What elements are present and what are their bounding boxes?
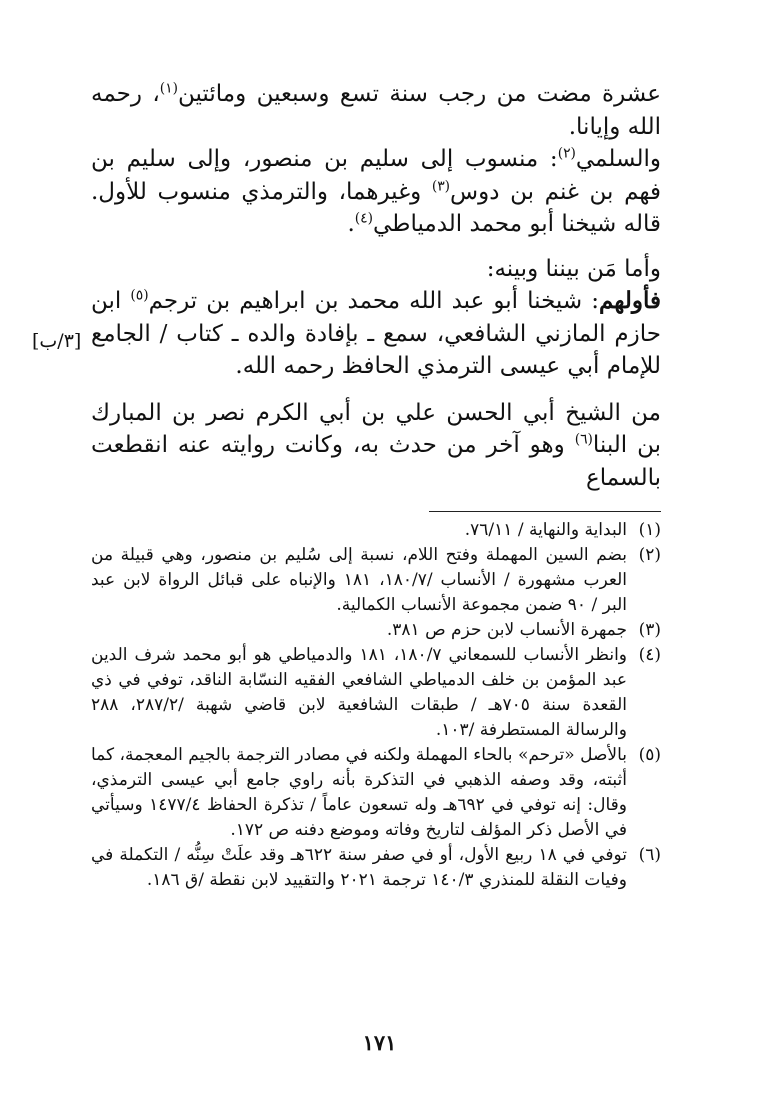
- text-run: وهو آخر من حدث به، وكانت روايته عنه انقطعت بالسماع: [91, 432, 661, 491]
- margin-folio-reference: [٣/ب]: [32, 330, 82, 352]
- text-run: وأما مَن بيننا وبينه:: [486, 255, 661, 282]
- paragraph-4: [91, 285, 661, 383]
- page-number: ١٧١: [362, 1030, 397, 1055]
- text-run: من الشيخ أبي الحسن علي بن أبي الكرم نصر بن المبارك بن البنا: [91, 399, 661, 458]
- footnote-number: (١): [638, 520, 661, 540]
- footnote-number: (٦): [638, 845, 661, 865]
- footnote-ref-6[interactable]: (٦): [574, 431, 593, 448]
- footnote-separator: [429, 511, 661, 512]
- footnote-4: [91, 643, 661, 743]
- text-run: ابن حازم المازني الشافعي، سمع ـ بإفادة والده ـ كتاب / الجامع للإمام أبي عيسى الترمذي الحافظ رحمه الله.: [91, 288, 661, 379]
- footnote-text: توفي في ١٨ ربيع الأول، أو في صفر سنة ٦٢٢هـ وقد علَتْ سِنُّه / التكملة في وفيات النقلة للمنذري ١٤٠/٣ ترجمة ٢٠٢١ والتقييد لابن نقطة /ق ١٨٦.: [91, 845, 627, 890]
- footnote-number: (٢): [638, 545, 661, 565]
- footnote-number: (٥): [638, 745, 661, 765]
- footnote-ref-2[interactable]: (٢): [557, 145, 576, 162]
- footnote-2: [91, 543, 661, 618]
- paragraph-5: [91, 397, 661, 495]
- text-run: : منسوب إلى سليم بن منصور، وإلى سليم بن فهم بن غنم بن دوس: [91, 146, 661, 205]
- footnotes: [91, 518, 661, 893]
- text-run: : شيخنا أبو عبد الله محمد بن ابراهيم بن ترجم: [148, 288, 599, 314]
- bold-heading-word: فأولهم: [598, 287, 661, 314]
- footnote-1: [91, 518, 661, 543]
- footnote-text: البداية والنهاية / ٧٦/١١.: [464, 520, 627, 540]
- footnote-text: جمهرة الأنساب لابن حزم ص ٣٨١.: [386, 620, 627, 640]
- footnote-text: بضم السين المهملة وفتح اللام، نسبة إلى سُليم بن منصور، وهي قبيلة من العرب مشهورة / الأنساب /١٨٠/٧، ١٨١ والإنباه على قبائل الرواة لابن عبد البر / ٩٠ ضمن مجموعة الأنساب الكمالية.: [91, 545, 628, 615]
- footnote-text: وانظر الأنساب للسمعاني ١٨٠/٧، ١٨١ والدمياطي هو أبو محمد شرف الدين عبد المؤمن بن خلف الدمياطي الشافعي الفقيه النسّابة الناقد، توفي في ذي القعدة سنة ٧٠٥هـ / طبقات الشافعية لابن قاضي شهبة /٢٨٧/٢، ٢٨٨ والرسالة المستطرفة /١٠٣.: [91, 645, 627, 740]
- footnote-ref-4[interactable]: (٤): [354, 210, 373, 227]
- footnote-3: [91, 618, 661, 643]
- text-run: وغيرهما، والترمذي منسوب للأول. قاله شيخنا أبو محمد الدمياطي: [91, 178, 661, 237]
- paragraph-3: [91, 253, 661, 286]
- footnote-number: (٤): [638, 645, 661, 665]
- footnote-ref-3[interactable]: (٣): [431, 177, 451, 194]
- text-run: ، رحمه الله وإيانا.: [91, 81, 661, 140]
- footnote-ref-1[interactable]: (١): [159, 80, 178, 97]
- text-run: عشرة مضت من رجب سنة تسع وسبعين ومائتين: [177, 81, 661, 107]
- footnote-text: بالأصل «ترحم» بالحاء المهملة ولكنه في مصادر الترجمة بالجيم المعجمة، كما أثبته، وقد وصفه الذهبي في التذكرة بأنه راوي جامع أبي عيسى الترمذي، وقال: إنه توفي في ٦٩٢هـ وله تسعون عاماً / تذكرة الحفاظ ١٤٧٧/٤ وسيأتي في الأصل ذكر المؤلف لتاريخ وفاته وموضع دفنه ص ١٧٢.: [91, 745, 627, 840]
- footnote-ref-5[interactable]: (٥): [130, 287, 149, 304]
- main-text: [91, 78, 661, 494]
- text-run: .: [347, 211, 355, 237]
- footnote-6: [91, 843, 661, 893]
- footnote-5: [91, 743, 661, 843]
- paragraph-2: [91, 143, 661, 241]
- paragraph-1: [91, 78, 661, 143]
- footnote-number: (٣): [638, 620, 661, 640]
- text-run: والسلمي: [575, 146, 661, 172]
